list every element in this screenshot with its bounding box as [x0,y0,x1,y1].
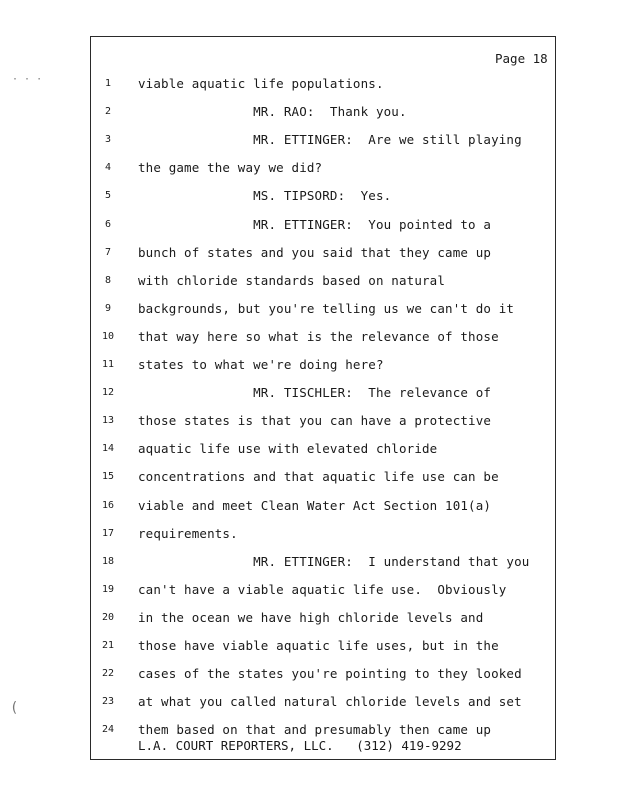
line-number: 15 [101,471,115,483]
transcript-line-text: can't have a viable aquatic life use. Obviously [138,581,507,597]
transcript-line-text: MS. TIPSORD: Yes. [138,188,392,204]
transcript-line-text: concentrations and that aquatic life use can be [138,469,499,485]
line-number: 8 [104,274,112,286]
transcript-line-text: viable aquatic life populations. [138,76,384,91]
line-number: 19 [101,583,115,595]
transcript-line-text: MR. RAO: Thank you. [138,104,407,120]
transcript-line-text: MR. ETTINGER: I understand that you [138,553,530,569]
line-number: 12 [101,387,115,399]
line-number: 16 [101,499,115,511]
transcript-line-text: the game the way we did? [138,160,323,176]
transcript-line-text: those have viable aquatic life uses, but in the [138,638,499,653]
line-number: 5 [104,190,112,202]
line-number: 1 [104,78,112,89]
line-number: 4 [104,162,112,174]
transcript-line-text: at what you called natural chloride levels and set [138,694,522,710]
line-number: 22 [101,668,115,680]
scan-speck-mark: · · · [12,74,43,85]
transcript-line-text: viable and meet Clean Water Act Section 101(a) [138,497,492,513]
court-reporter-footer: L.A. COURT REPORTERS, LLC. (312) 419-9292 [138,738,462,753]
transcript-line-text: cases of the states you're pointing to they looked [138,666,522,682]
line-number: 21 [101,640,115,651]
line-number: 14 [101,443,115,455]
transcript-line-text: with chloride standards based on natural [138,272,446,288]
transcript-line-text: MR. ETTINGER: You pointed to a [138,216,492,232]
line-number: 7 [104,246,112,258]
line-number: 9 [104,302,112,314]
transcript-line-text: those states is that you can have a protective [138,413,492,429]
transcript-line-text: backgrounds, but you're telling us we can't do it [138,300,515,316]
transcript-line-text: aquatic life use with elevated chloride [138,441,438,457]
line-number: 18 [101,555,115,567]
line-number: 10 [101,330,115,342]
page-number: Page 18 [495,51,548,66]
line-number: 20 [101,611,115,623]
transcript-line-text: that way here so what is the relevance of those [138,328,499,344]
line-number: 17 [101,527,115,539]
transcript-line-text: MR. TISCHLER: The relevance of [138,385,492,401]
line-number: 2 [104,106,112,118]
transcript-line-text: requirements. [138,525,238,541]
transcript-line-text: states to what we're doing here? [138,357,384,372]
transcript-line-text: bunch of states and you said that they came up [138,244,492,260]
line-number: 3 [104,134,112,146]
transcript-line-text: them based on that and presumably then came up [138,722,492,738]
scan-speck-mark: ( [10,700,19,716]
line-number: 6 [104,218,112,230]
line-number: 23 [101,696,115,708]
transcript-line-text: in the ocean we have high chloride levels and [138,609,484,625]
line-number: 11 [101,359,115,370]
transcript-line-text: MR. ETTINGER: Are we still playing [138,132,522,148]
line-number: 24 [101,724,115,736]
line-number: 13 [101,415,115,427]
